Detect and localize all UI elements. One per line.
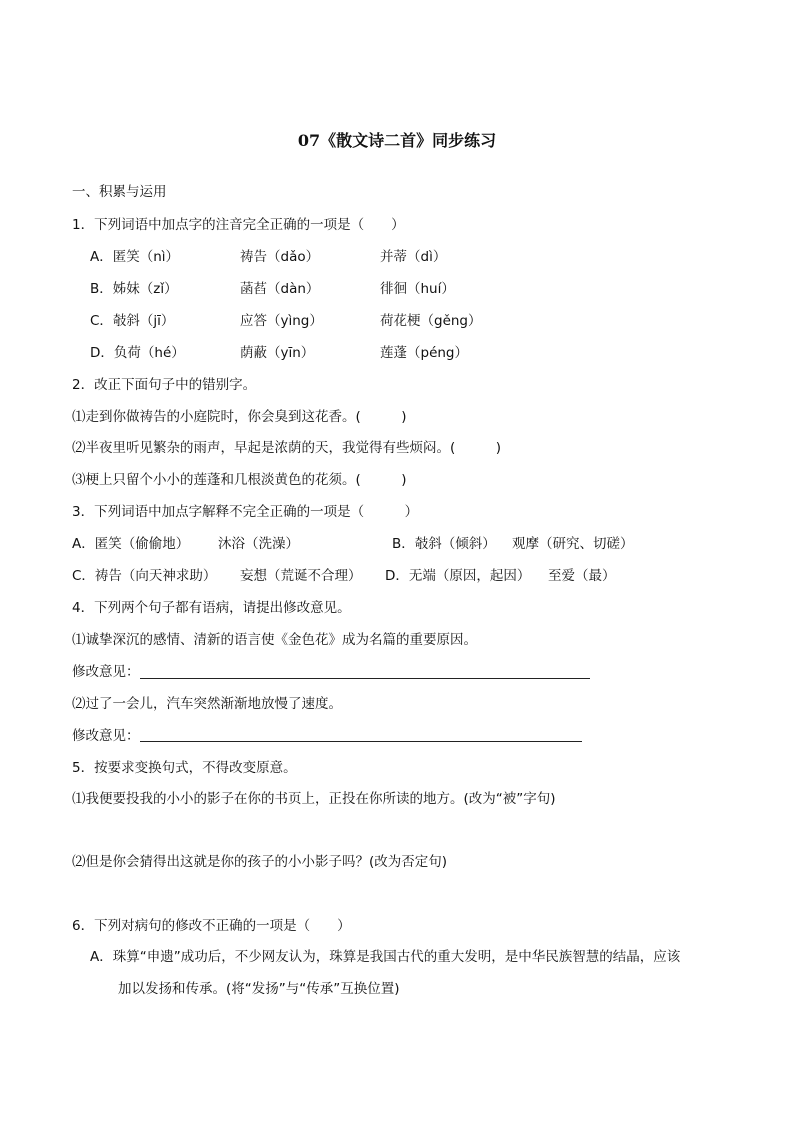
q4-answer-line-1[interactable] (140, 678, 590, 679)
q1-option-c-word2: 应答（yìng） (240, 313, 323, 329)
q4-answer-label-2: 修改意见： (72, 728, 140, 744)
section-heading: 一、积累与运用 (72, 184, 167, 200)
q1-option-a-word3: 并蒂（dì） (380, 249, 447, 265)
q4-sentence-2: ⑵过了一会儿，汽车突然渐渐地放慢了速度。 (72, 696, 342, 712)
q1-option-d-word2: 荫蔽（yīn） (240, 345, 315, 361)
q3-option-d: D．无端（原因，起因） (385, 568, 531, 584)
q5-sentence-2: ⑵但是你会猜得出这就是你的孩子的小小影子吗？(改为否定句) (72, 854, 448, 870)
q1-option-a-word2: 祷告（dǎo） (240, 249, 320, 265)
q4-answer-label-1: 修改意见： (72, 664, 140, 680)
q3-option-a: A．匿笑（偷偷地） (72, 536, 190, 552)
q1-option-b-word2: 菡萏（dàn） (240, 281, 320, 297)
question-4-stem: 4．下列两个句子都有语病，请提出修改意见。 (72, 600, 351, 616)
question-1-stem: 1．下列词语中加点字的注音完全正确的一项是（ ） (72, 217, 405, 233)
q1-option-d-word3: 莲蓬（péng） (380, 345, 469, 361)
q1-option-c: C．攲斜（jī） (90, 313, 175, 329)
q3-option-c-word2: 妄想（荒诞不合理） (240, 568, 362, 584)
q4-sentence-1: ⑴诚挚深沉的感情、清新的语言使《金色花》成为名篇的重要原因。 (72, 632, 477, 648)
q3-option-c: C．祷告（向天神求助） (72, 568, 217, 584)
q1-option-c-word3: 荷花梗（gěng） (380, 313, 482, 329)
page-title: 07《散文诗二首》同步练习 (297, 131, 497, 150)
q3-option-b: B．攲斜（倾斜） (392, 536, 496, 552)
q6-option-a-line-1: A．珠算“申遗”成功后，不少网友认为，珠算是我国古代的重大发明，是中华民族智慧的结晶，应该 (90, 949, 681, 965)
q1-option-d: D．负荷（hé） (90, 345, 185, 361)
q1-option-b-word3: 徘徊（huí） (380, 281, 455, 297)
q1-option-a: A．匿笑（nì） (90, 249, 180, 265)
question-2-stem: 2．改正下面句子中的错别字。 (72, 377, 257, 393)
question-3-stem: 3．下列词语中加点字解释不完全正确的一项是（ ） (72, 504, 419, 520)
q4-answer-line-2[interactable] (140, 741, 582, 742)
q2-item-2: ⑵半夜里听见繁杂的雨声，早起是浓荫的天，我觉得有些烦闷。( ) (72, 440, 502, 456)
q3-option-b-word2: 观摩（研究、切磋） (512, 536, 634, 552)
question-5-stem: 5．按要求变换句式，不得改变原意。 (72, 760, 297, 776)
q3-option-a-word2: 沐浴（洗澡） (218, 536, 299, 552)
q6-option-a-line-2: 加以发扬和传承。(将“发扬”与“传承”互换位置) (118, 981, 400, 997)
q3-option-d-word2: 至爱（最） (548, 568, 616, 584)
question-6-stem: 6．下列对病句的修改不正确的一项是（ ） (72, 918, 351, 934)
q1-option-b: B．姊妹（zǐ） (90, 281, 178, 297)
q2-item-1: ⑴走到你做祷告的小庭院时，你会臭到这花香。( ) (72, 409, 407, 425)
q2-item-3: ⑶梗上只留个小小的莲蓬和几根淡黄色的花须。( ) (72, 472, 407, 488)
q5-sentence-1: ⑴我便要投我的小小的影子在你的书页上，正投在你所读的地方。(改为“被”字句) (72, 791, 556, 807)
